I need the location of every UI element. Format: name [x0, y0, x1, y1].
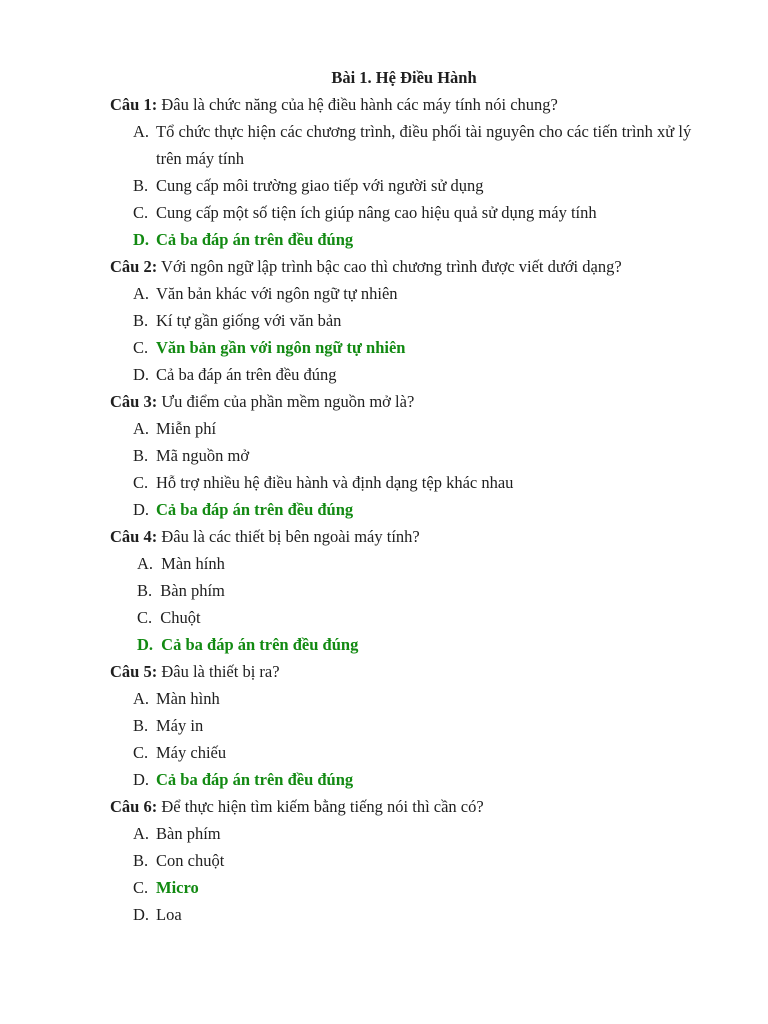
question-text: Đâu là các thiết bị bên ngoài máy tính? — [161, 527, 420, 546]
answer-letter: D. — [133, 230, 150, 249]
answer-text-correct: Micro — [156, 878, 199, 897]
answer-3d-correct — [110, 496, 700, 523]
answer-1c — [110, 199, 700, 226]
answer-text: Tổ chức thực hiện các chương trình, điều phối tài nguyên cho các tiến trình xử lý trên máy tính — [156, 122, 692, 168]
answer-5a — [110, 685, 700, 712]
answer-letter: D. — [133, 905, 150, 924]
answer-text: Máy chiếu — [156, 743, 227, 762]
answer-4a — [110, 550, 700, 577]
question-text: Với ngôn ngữ lập trình bậc cao thì chương trình được viết dưới dạng? — [161, 257, 622, 276]
answer-letter: C. — [133, 473, 149, 492]
question-label: Câu 2: — [110, 257, 158, 276]
answer-letter: A. — [133, 689, 150, 708]
answer-text: Văn bản khác với ngôn ngữ tự nhiên — [156, 284, 398, 303]
answer-6c-correct — [110, 874, 700, 901]
answer-letter: A. — [133, 284, 150, 303]
answer-4b — [110, 577, 700, 604]
question-5 — [110, 658, 700, 685]
question-label: Câu 5: — [110, 662, 158, 681]
answer-6b — [110, 847, 700, 874]
answer-letter: D. — [137, 635, 154, 654]
question-2 — [110, 253, 700, 280]
answer-letter: D. — [133, 770, 150, 789]
answer-text-correct: Cả ba đáp án trên đều đúng — [161, 635, 359, 654]
answer-text: Hỗ trợ nhiều hệ điều hành và định dạng tệp khác nhau — [156, 473, 514, 492]
answer-letter: B. — [133, 176, 149, 195]
answer-text: Màn hình — [156, 689, 220, 708]
answer-6d — [110, 901, 700, 928]
answer-letter: B. — [133, 716, 149, 735]
document-page — [110, 64, 700, 928]
answer-1b — [110, 172, 700, 199]
question-text: Đâu là chức năng của hệ điều hành các máy tính nói chung? — [161, 95, 558, 114]
answer-letter: A. — [133, 824, 150, 843]
answer-3b — [110, 442, 700, 469]
answer-4d-correct — [110, 631, 700, 658]
answer-5d-correct — [110, 766, 700, 793]
question-label: Câu 3: — [110, 392, 158, 411]
answer-letter: C. — [133, 338, 149, 357]
question-text: Đâu là thiết bị ra? — [161, 662, 280, 681]
answer-letter: A. — [133, 419, 150, 438]
answer-letter: A. — [137, 554, 154, 573]
question-label: Câu 6: — [110, 797, 158, 816]
answer-2d — [110, 361, 700, 388]
answer-1a — [110, 118, 700, 172]
answer-text: Bàn phím — [160, 581, 225, 600]
answer-letter: B. — [133, 311, 149, 330]
answer-text-correct: Cả ba đáp án trên đều đúng — [156, 500, 354, 519]
answer-3c — [110, 469, 700, 496]
answer-text: Mã nguồn mở — [156, 446, 250, 465]
answer-text: Cung cấp môi trường giao tiếp với người sử dụng — [156, 176, 484, 195]
question-4 — [110, 523, 700, 550]
answer-text: Cả ba đáp án trên đều đúng — [156, 365, 337, 384]
question-1 — [110, 91, 700, 118]
answer-text-correct: Văn bản gần với ngôn ngữ tự nhiên — [156, 338, 406, 357]
question-label: Câu 1: — [110, 95, 158, 114]
answer-text: Bàn phím — [156, 824, 221, 843]
document-title: Bài 1. Hệ Điều Hành — [331, 68, 477, 87]
answer-text: Kí tự gần giống với văn bản — [156, 311, 342, 330]
answer-letter: B. — [137, 581, 153, 600]
answer-letter: B. — [133, 851, 149, 870]
answer-6a — [110, 820, 700, 847]
answer-text-correct: Cả ba đáp án trên đều đúng — [156, 230, 354, 249]
answer-5c — [110, 739, 700, 766]
answer-letter: D. — [133, 365, 150, 384]
question-label: Câu 4: — [110, 527, 158, 546]
answer-5b — [110, 712, 700, 739]
answer-text: Con chuột — [156, 851, 225, 870]
answer-letter: C. — [133, 878, 149, 897]
answer-1d-correct — [110, 226, 700, 253]
answer-2c-correct — [110, 334, 700, 361]
question-text: Ưu điểm của phần mềm nguồn mở là? — [161, 392, 415, 411]
answer-letter: C. — [137, 608, 153, 627]
question-text: Để thực hiện tìm kiếm bằng tiếng nói thì cần có? — [161, 797, 484, 816]
answer-letter: C. — [133, 743, 149, 762]
answer-3a — [110, 415, 700, 442]
question-3 — [110, 388, 700, 415]
answer-2a — [110, 280, 700, 307]
answer-text: Chuột — [160, 608, 201, 627]
answer-text: Loa — [156, 905, 182, 924]
answer-letter: D. — [133, 500, 150, 519]
answer-letter: A. — [133, 122, 150, 141]
answer-text: Miễn phí — [156, 419, 217, 438]
question-6 — [110, 793, 700, 820]
answer-text: Màn hính — [161, 554, 225, 573]
answer-text: Cung cấp một số tiện ích giúp nâng cao hiệu quả sử dụng máy tính — [156, 203, 597, 222]
answer-letter: C. — [133, 203, 149, 222]
answer-letter: B. — [133, 446, 149, 465]
answer-2b — [110, 307, 700, 334]
answer-text-correct: Cả ba đáp án trên đều đúng — [156, 770, 354, 789]
answer-4c — [110, 604, 700, 631]
answer-text: Máy in — [156, 716, 204, 735]
